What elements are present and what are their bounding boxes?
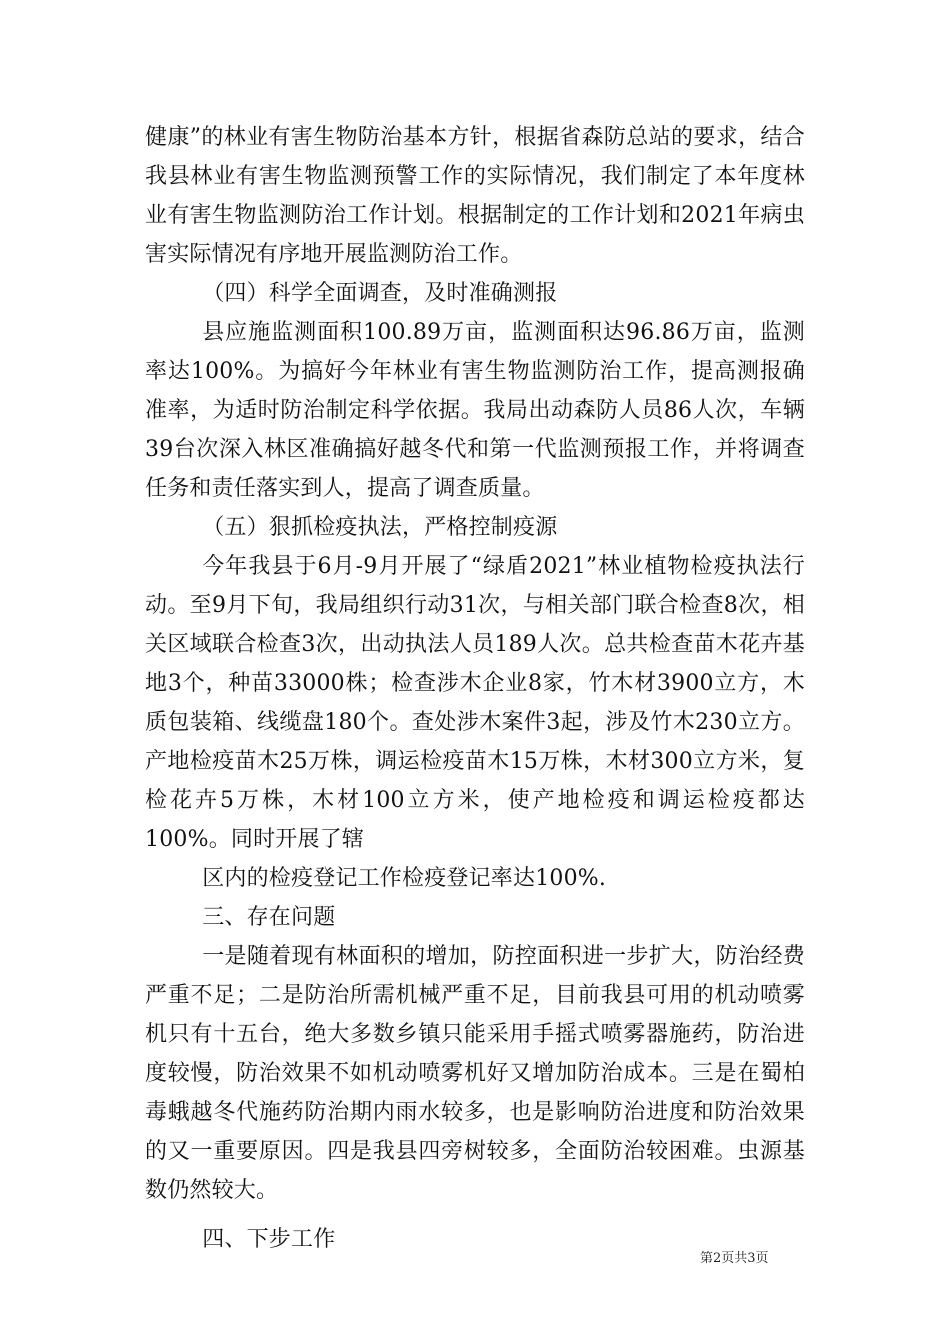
paragraph-policy: 健康”的林业有害生物防治基本方针，根据省森防总站的要求，结合我县林业有害生物监测预警工作的实际情况，我们制定了本年度林业有害生物监测防治工作计划。根据制定的工作计划和2021年病虫害实际情况有序地开展监测防治工作。: [145, 125, 805, 267]
heading-problems: 三、存在问题: [202, 905, 336, 930]
page-number: 第2页共3页: [700, 1251, 769, 1266]
heading-section-four: （四）科学全面调查，及时准确测报: [202, 281, 558, 306]
heading-section-five: （五）狠抓检疫执法，严格控制疫源: [202, 515, 558, 540]
paragraph-quarantine: 今年我县于6月-9月开展了“绿盾2021”林业植物检疫执法行动。至9月下旬，我局组织行动31次，与相关部门联合检查8次，相关区域联合检查3次，出动执法人员189人次。总共检查苗木花卉基地3个，种苗33000株；检查涉木企业8家，竹木材3900立方，木质包装箱、线缆盘180个。查处涉木案件3起，涉及竹木230立方。产地检疫苗木25万株，调运检疫苗木15万株，木材300立方米，复检花卉5万株，木材100立方米，使产地检疫和调运检疫都达100%。同时开展了辖: [145, 554, 805, 852]
spacer: [145, 1210, 805, 1220]
paragraph-problems: 一是随着现有林面积的增加，防控面积进一步扩大，防治经费严重不足；二是防治所需机械严重不足，目前我县可用的机动喷雾机只有十五台，绝大多数乡镇只能采用手摇式喷雾器施药，防治进度较慢，防治效果不如机动喷雾机好又增加防治成本。三是在蜀柏毒蛾越冬代施药防治期内雨水较多，也是影响防治进度和防治效果的又一重要原因。四是我县四旁树较多，全面防治较困难。虫源基数仍然较大。: [145, 944, 805, 1203]
paragraph-monitoring: 县应施监测面积100.89万亩，监测面积达96.86万亩，监测率达100%。为搞好今年林业有害生物监测防治工作，提高测报确准率，为适时防治制定科学依据。我局出动森防人员86人次，车辆39台次深入林区准确搞好越冬代和第一代监测预报工作，并将调查任务和责任落实到人，提高了调查质量。: [145, 320, 805, 501]
paragraph-quarantine-registration: 区内的检疫登记工作检疫登记率达100%.: [202, 866, 607, 891]
document-body: [145, 118, 805, 1259]
heading-next-steps: 四、下步工作: [202, 1227, 336, 1252]
